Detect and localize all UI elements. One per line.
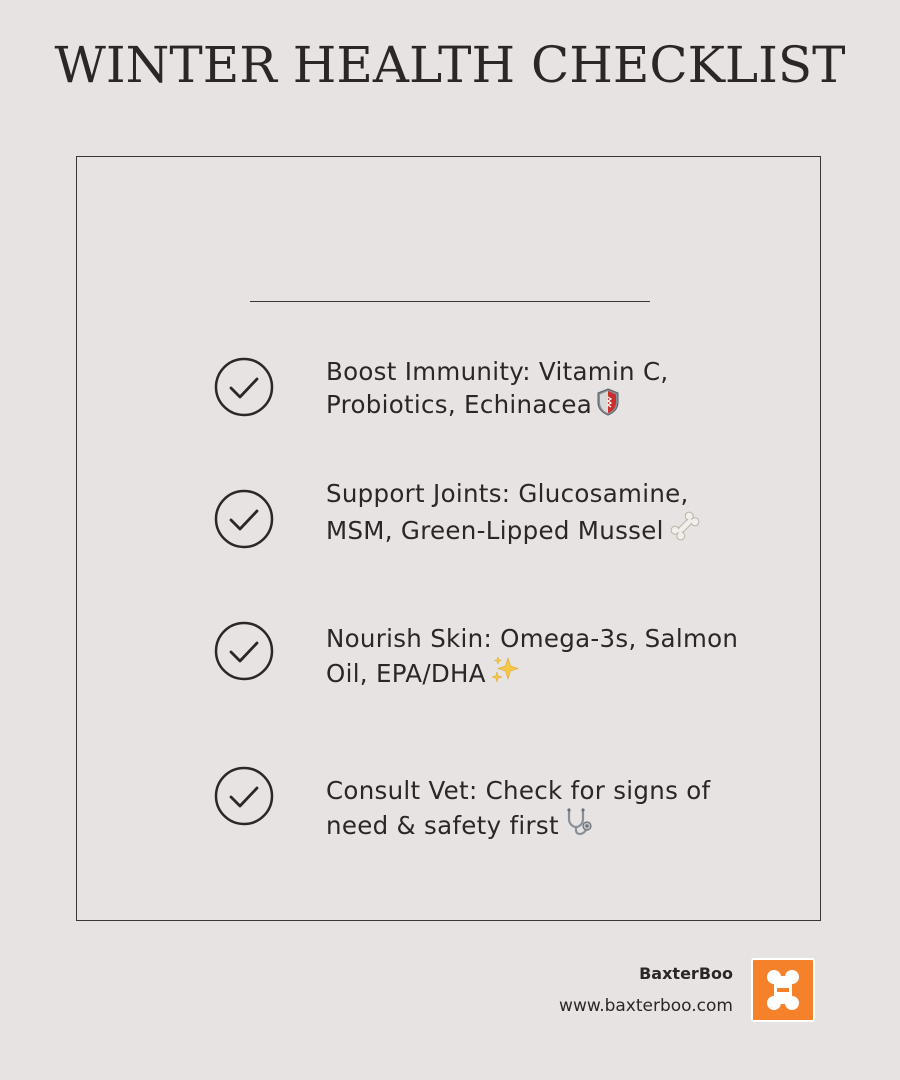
sparkles-icon	[490, 654, 522, 693]
checklist-item-label: Consult Vet: Check for signs of need & safety first	[326, 776, 711, 840]
page-title: WINTER HEALTH CHECKLIST	[54, 36, 846, 94]
checklist-card	[76, 156, 821, 921]
checklist-item-text	[326, 357, 746, 424]
check-circle-icon	[214, 766, 274, 826]
brand-url[interactable]: www.baxterboo.com	[559, 996, 733, 1016]
check-circle-icon	[214, 489, 274, 549]
check-circle-icon	[214, 621, 274, 681]
checklist-item-label: Nourish Skin: Omega-3s, Salmon Oil, EPA/DHA	[326, 624, 739, 688]
shield-icon	[596, 387, 620, 424]
stethoscope-icon	[563, 806, 595, 845]
checklist-item-label: Support Joints: Glucosamine, MSM, Green-Lipped Mussel	[326, 479, 689, 545]
checklist-item-text	[326, 624, 746, 693]
checklist-item-text	[326, 776, 746, 845]
brand-name: BaxterBoo	[639, 964, 733, 983]
divider	[250, 301, 650, 302]
check-circle-icon	[214, 357, 274, 417]
checklist-item-label: Boost Immunity: Vitamin C, Probiotics, Echinacea	[326, 357, 669, 419]
baxterboo-logo	[751, 958, 815, 1022]
bone-icon	[668, 509, 702, 550]
checklist-item-text	[326, 479, 746, 550]
